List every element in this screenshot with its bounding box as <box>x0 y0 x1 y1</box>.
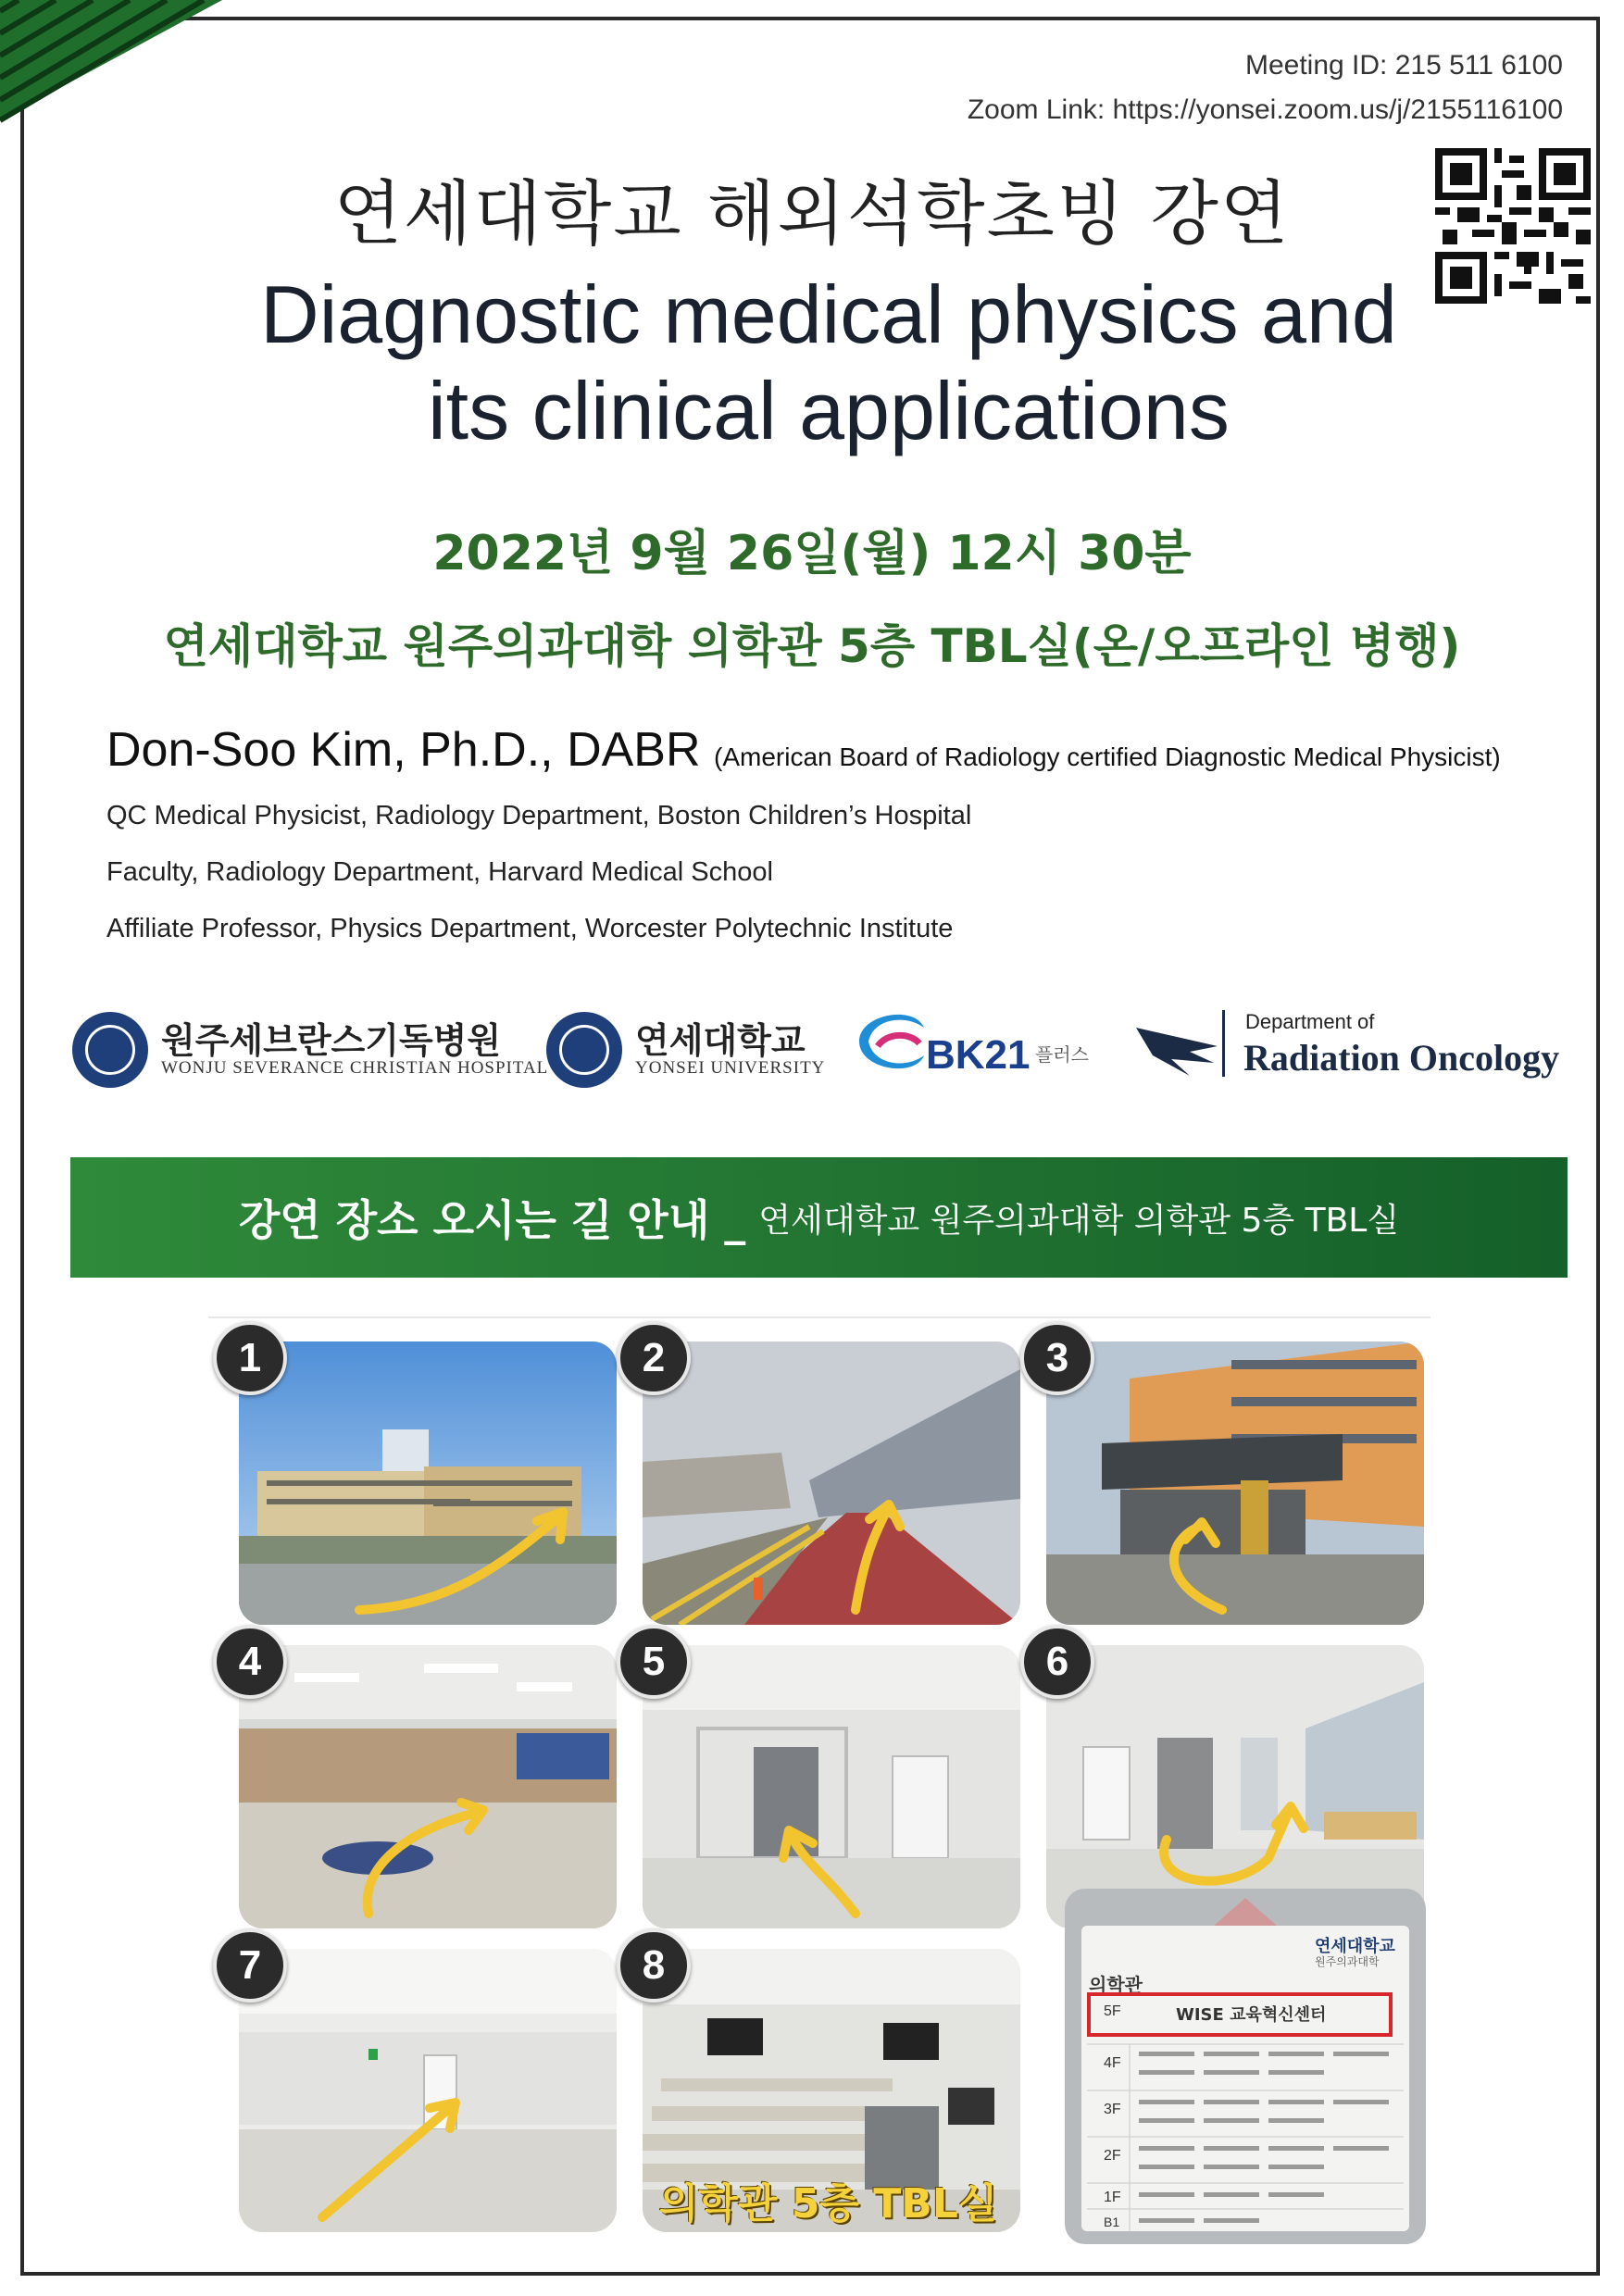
step-badge-5: 5 <box>617 1625 691 1699</box>
yonsei-seal-icon <box>72 1012 148 1088</box>
dept-top-text: Department of <box>1245 1010 1375 1033</box>
event-datetime: 2022년 9월 26일(월) 12시 30분 <box>432 526 1192 581</box>
logo-radiation-oncology <box>1134 1004 1569 1097</box>
affiliation-2: Faculty, Radiology Department, Harvard Medical School <box>106 857 773 887</box>
univ-name-ko: 연세대학교 <box>635 1020 806 1061</box>
bird-emblem-icon <box>1134 1018 1223 1083</box>
directory-rows <box>1065 1889 1426 2244</box>
divider <box>208 1316 1430 1318</box>
yonsei-seal-icon <box>546 1012 622 1088</box>
speaker-credential: (American Board of Radiology certified Diagnostic Medical Physicist) <box>714 742 1501 771</box>
floor-5-name: WISE 교육혁신센터 <box>1176 2005 1327 2025</box>
floor-2-label: 2F <box>1104 2148 1121 2164</box>
meeting-id: Meeting ID: 215 511 6100 <box>1244 50 1563 81</box>
logo-bk21 <box>850 1004 1100 1097</box>
step-badge-1: 1 <box>213 1321 287 1395</box>
step-badge-7: 7 <box>213 1928 287 2003</box>
floor-1-label: 1F <box>1104 2190 1121 2205</box>
event-venue: 연세대학교 원주의과대학 의학관 5층 TBL실(온/오프라인 병행) <box>163 619 1461 673</box>
affiliation-1: QC Medical Physicist, Radiology Department, Boston Children’s Hospital <box>106 801 972 830</box>
step-badge-3: 3 <box>1020 1321 1094 1395</box>
logo-wonju-severance <box>72 1004 549 1097</box>
photo-floor-directory <box>1065 1889 1426 2244</box>
photo-step-3-entrance <box>1046 1341 1424 1625</box>
hospital-name-ko: 원주세브란스기독병원 <box>161 1020 502 1061</box>
zoom-link[interactable]: Zoom Link: https://yonsei.zoom.us/j/2155116100 <box>967 94 1563 125</box>
photo-step-6-corridor <box>1046 1645 1424 1928</box>
banner-main: 강연 장소 오시는 길 안내 _ <box>238 1195 746 1245</box>
directory-brand-sub: 원주의과대학 <box>1315 1955 1380 1968</box>
univ-name-en: YONSEI UNIVERSITY <box>635 1058 826 1078</box>
hospital-name-en: WONJU SEVERANCE CHRISTIAN HOSPITAL <box>161 1058 549 1078</box>
banner-sub: 연세대학교 원주의과대학 의학관 5층 TBL실 <box>758 1201 1400 1240</box>
corner-stripes-decoration <box>0 0 222 130</box>
divider-line <box>1222 1010 1225 1077</box>
photo-step-1-campus <box>239 1341 617 1625</box>
step-8-caption: 의학관 5층 TBL실 <box>659 2180 998 2227</box>
floor-3-label: 3F <box>1104 2102 1121 2117</box>
logo-yonsei <box>546 1004 824 1097</box>
step-badge-6: 6 <box>1020 1625 1094 1699</box>
title-korean: 연세대학교 해외석학초빙 강연 <box>333 172 1291 255</box>
directory-brand: 연세대학교 <box>1315 1937 1395 1956</box>
dept-name-text: Radiation Oncology <box>1243 1037 1560 1079</box>
photo-step-5-elevator <box>643 1645 1020 1928</box>
speaker-line <box>106 722 1501 778</box>
affiliation-3: Affiliate Professor, Physics Department, Worcester Polytechnic Institute <box>106 914 954 943</box>
floor-b1-label: B1 <box>1104 2215 1120 2229</box>
directory-title: 의학관 <box>1089 1974 1143 1996</box>
photo-step-4-lobby <box>239 1645 617 1928</box>
bk21-swoosh-icon <box>850 1004 933 1079</box>
photo-step-2-road <box>643 1341 1020 1625</box>
step-badge-2: 2 <box>617 1321 691 1395</box>
step-badge-8: 8 <box>617 1928 691 2003</box>
directions-banner <box>70 1157 1568 1278</box>
photo-step-7-hallway <box>239 1949 617 2232</box>
speaker-name: Don-Soo Kim, Ph.D., DABR <box>106 723 701 777</box>
step-badge-4: 4 <box>213 1625 287 1699</box>
bk21-plus-text: 플러스 <box>1035 1043 1089 1066</box>
title-english-line2: its clinical applications <box>428 365 1230 456</box>
bk21-text: BK21 <box>926 1032 1031 1078</box>
floor-5-label: 5F <box>1104 2003 1121 2019</box>
floor-4-label: 4F <box>1104 2055 1121 2071</box>
title-english-line1: Diagnostic medical physics and <box>260 268 1397 360</box>
